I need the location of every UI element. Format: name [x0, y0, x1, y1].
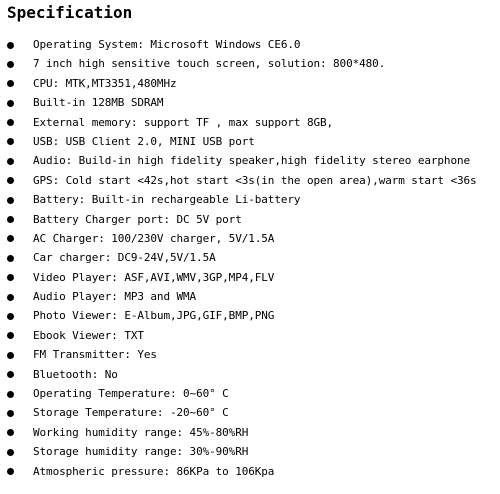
bullet-icon [7, 391, 14, 398]
bullet-icon [7, 429, 14, 436]
bullet-icon [7, 294, 14, 301]
bullet-icon [7, 138, 14, 145]
list-item [0, 54, 500, 73]
bullet-icon [7, 235, 14, 242]
spec-text: Atmospheric pressure: 86KPa to 106Kpa [33, 464, 275, 478]
bullet-icon [7, 42, 14, 49]
list-item [0, 113, 500, 132]
spec-text: Storage Temperature: -20~60° C [33, 406, 229, 420]
spec-text: Operating Temperature: 0~60° C [33, 387, 229, 401]
bullet-icon [7, 468, 14, 475]
list-item [0, 93, 500, 112]
list-item [0, 287, 500, 306]
list-item [0, 171, 500, 190]
spec-text: Audio: Build-in high fidelity speaker,high fidelity stereo earphone [33, 154, 471, 168]
list-item [0, 229, 500, 248]
list-item [0, 326, 500, 345]
list-item [0, 248, 500, 267]
list-item [0, 268, 500, 287]
list-item [0, 132, 500, 151]
bullet-icon [7, 158, 14, 165]
list-item [0, 403, 500, 422]
list-item [0, 35, 500, 54]
bullet-icon [7, 449, 14, 456]
spec-text: Built-in 128MB SDRAM [33, 96, 164, 110]
bullet-icon [7, 274, 14, 281]
page-title: Specification [7, 3, 133, 22]
spec-text: FM Transmitter: Yes [33, 348, 157, 362]
list-item [0, 190, 500, 209]
spec-text: AC Charger: 100/230V charger, 5V/1.5A [33, 231, 275, 245]
bullet-icon [7, 313, 14, 320]
spec-text: Ebook Viewer: TXT [33, 328, 144, 342]
bullet-icon [7, 332, 14, 339]
list-item [0, 74, 500, 93]
spec-text: Battery: Built-in rechargeable Li-battery [33, 193, 301, 207]
bullet-icon [7, 119, 14, 126]
spec-text: Bluetooth: No [33, 367, 118, 381]
list-item [0, 345, 500, 364]
spec-text: Car charger: DC9-24V,5V/1.5A [33, 251, 216, 265]
spec-text: Battery Charger port: DC 5V port [33, 212, 242, 226]
spec-text: Video Player: ASF,AVI,WMV,3GP,MP4,FLV [33, 270, 275, 284]
list-item [0, 210, 500, 229]
bullet-icon [7, 100, 14, 107]
spec-text: Operating System: Microsoft Windows CE6.0 [33, 38, 301, 51]
bullet-icon [7, 197, 14, 204]
bullet-icon [7, 255, 14, 262]
list-item [0, 462, 500, 481]
bullet-icon [7, 61, 14, 68]
specification-list [0, 35, 500, 481]
bullet-icon [7, 177, 14, 184]
spec-text: Audio Player: MP3 and WMA [33, 290, 197, 304]
spec-text: GPS: Cold start <42s,hot start <3s(in the open area),warm start <36s [33, 173, 477, 187]
bullet-icon [7, 410, 14, 417]
spec-text: USB: USB Client 2.0, MINI USB port [33, 134, 255, 148]
spec-text: Storage humidity range: 30%-90%RH [33, 445, 249, 459]
list-item [0, 423, 500, 442]
list-item [0, 365, 500, 384]
bullet-icon [7, 371, 14, 378]
spec-text: Working humidity range: 45%-80%RH [33, 425, 249, 439]
spec-text: CPU: MTK,MT3351,480MHz [33, 76, 177, 90]
list-item [0, 306, 500, 325]
list-item [0, 151, 500, 170]
bullet-icon [7, 80, 14, 87]
spec-text: 7 inch high sensitive touch screen, solution: 800*480. [33, 57, 386, 71]
list-item [0, 384, 500, 403]
bullet-icon [7, 352, 14, 359]
spec-text: External memory: support TF , max support 8GB, [33, 115, 334, 129]
bullet-icon [7, 216, 14, 223]
spec-text: Photo Viewer: E-Album,JPG,GIF,BMP,PNG [33, 309, 275, 323]
list-item [0, 442, 500, 461]
